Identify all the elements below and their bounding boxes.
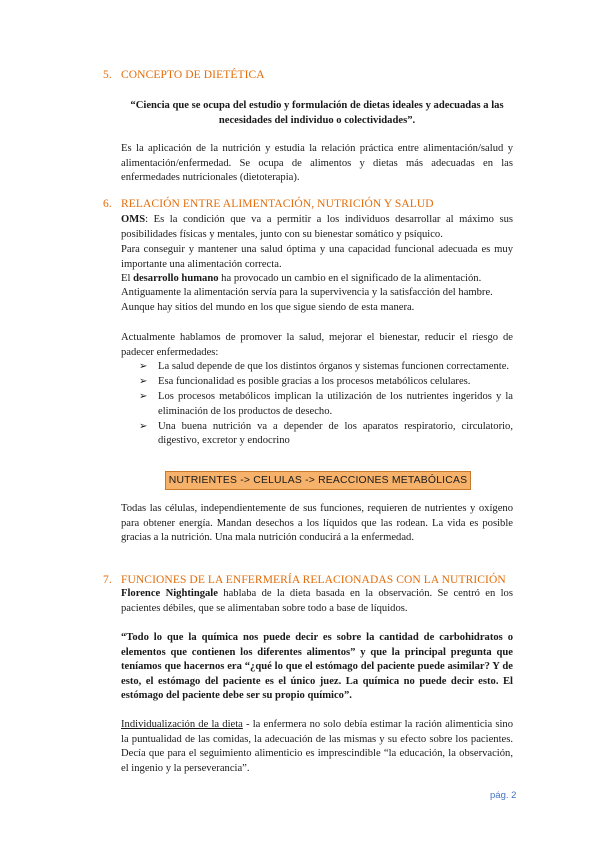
cells-paragraph: Todas las células, independientemente de sus funciones, requieren de nutrientes y oxígeno para obtener energía. Mandan desechos a los líquidos que las rodean. La vida es posible gracias a la nutrición. Una mala nutrición conducirá a la enfermedad. bbox=[121, 503, 513, 544]
dietetics-paragraph: Es la aplicación de la nutrición y estudia la relación práctica entre alimentación/salud y alimentación/enfermedad. Se ocupa de alimentos y dietas más adecuadas en las enfermedades nutricionales (dietoterapia). bbox=[121, 143, 513, 184]
list-item: ➢ Esa funcionalidad es posible gracias a los procesos metabólicos celulares. bbox=[121, 375, 513, 389]
today-paragraph: Actualmente hablamos de promover la salud, mejorar el bienestar, reducir el riesgo de padecer enfermedades: bbox=[121, 332, 513, 358]
individualization-term: Individualización de la dieta bbox=[121, 719, 243, 730]
oms-text: : Es la condición que va a permitir a los individuos desarrollar al máximo sus posibilidades físicas y mentales, junto con su bienestar somático y psíquico. bbox=[121, 214, 513, 240]
arrow-bullet-icon: ➢ bbox=[139, 361, 148, 372]
section-6-number: 6. bbox=[103, 198, 112, 210]
quote-line-2: necesidades del individuo o colectividades”. bbox=[218, 114, 416, 126]
nutrients-flow-highlight: NUTRIENTES -> CELULAS -> REACCIONES METABÓLICAS bbox=[165, 471, 471, 490]
arrow-bullet-icon: ➢ bbox=[139, 376, 148, 388]
section-7-heading bbox=[103, 574, 506, 586]
dev-bold: desarrollo humano bbox=[133, 273, 219, 284]
section-7-number: 7. bbox=[103, 574, 112, 586]
list-item: ➢ La salud depende de que los distintos órganos y sistemas funcionen correctamente. bbox=[121, 360, 513, 374]
health-bullet-list bbox=[121, 360, 513, 449]
dev-prefix: El bbox=[121, 273, 134, 284]
human-development-paragraph bbox=[121, 272, 513, 287]
page-number: pág. 2 bbox=[490, 790, 517, 801]
arrow-bullet-icon: ➢ bbox=[139, 420, 148, 432]
nightingale-paragraph bbox=[121, 587, 513, 616]
individualization-paragraph bbox=[121, 718, 513, 776]
quote-line-1: “Ciencia que se ocupa del estudio y formulación de dietas ideales y adecuadas a las bbox=[130, 100, 504, 111]
maintain-health-paragraph: Para conseguir y mantener una salud óptima y una capacidad funcional adecuada es muy importante una alimentación correcta. bbox=[121, 244, 513, 270]
nightingale-text: hablaba de la dieta basada en la observación. Se centró en los pacientes débiles, que se alimentaban sobre todo a base de líquidos. bbox=[121, 588, 513, 614]
section-5-heading bbox=[103, 69, 265, 81]
nightingale-name: Florence Nightingale bbox=[121, 588, 218, 599]
individualization-text: - la enfermera no solo debía estimar la ración alimenticia sino la puntualidad de las comidas, la adecuación de las mismas y su efecto sobre los pacientes. Decía que para el seguimiento alimenticio es imprescindible “la educación, la observación, el ingenio y la perseverancia”. bbox=[121, 719, 513, 774]
list-item: ➢ Una buena nutrición va a depender de los aparatos respiratorio, circulatorio, digestivo, excretor y endocrino bbox=[139, 420, 513, 447]
ancient-paragraph: Antiguamente la alimentación servía para la supervivencia y la satisfacción del hambre. bbox=[121, 287, 493, 298]
list-item: ➢ Los procesos metabólicos implican la utilización de los nutrientes ingeridos y la eliminación de los productos de desecho. bbox=[139, 391, 513, 417]
section-5-title: CONCEPTO DE DIETÉTICA bbox=[121, 69, 265, 81]
dev-suffix: ha provocado un cambio en el significado de la alimentación. bbox=[218, 273, 482, 284]
section-6-title: RELACIÓN ENTRE ALIMENTACIÓN, NUTRICIÓN Y SALUD bbox=[121, 198, 434, 210]
dietetics-definition-quote bbox=[121, 99, 513, 128]
oms-label: OMS bbox=[121, 214, 146, 225]
places-paragraph: Aunque hay sitios del mundo en los que sigue siendo de esta manera. bbox=[121, 302, 415, 313]
arrow-bullet-icon: ➢ bbox=[139, 391, 148, 403]
section-6-heading bbox=[103, 198, 434, 210]
section-7-title: FUNCIONES DE LA ENFERMERÍA RELACIONADAS CON LA NUTRICIÓN bbox=[121, 574, 506, 586]
section-5-number: 5. bbox=[103, 69, 112, 81]
nightingale-quote: “Todo lo que la química nos puede decir es sobre la cantidad de carbohidratos o elementos que contienen los diferentes alimentos” y que la principal pregunta que teníamos que hacernos era “¿qué lo que el estómago del paciente puede asimilar? Y de esto, el estómago del paciente es el único juez. La química no puede decir esto. El estómago del paciente debe ser su propio químico”. bbox=[121, 632, 513, 702]
oms-paragraph bbox=[121, 213, 513, 242]
